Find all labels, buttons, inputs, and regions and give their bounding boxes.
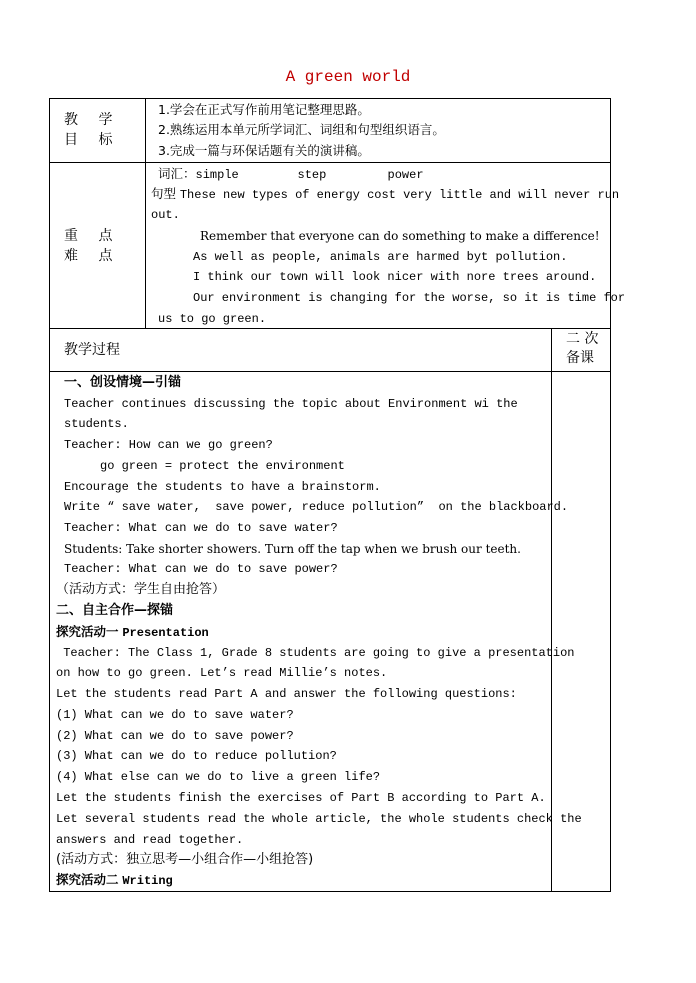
- process-header: 教学过程: [64, 342, 120, 358]
- vocab-word: power: [387, 168, 424, 182]
- section2-line: (2) What can we do to save power?: [56, 729, 294, 743]
- table-divider: [551, 328, 552, 891]
- section2-line: Let the students finish the exercises of Part B according to Part A.: [56, 791, 546, 805]
- side-notes-header: 二 次 备课: [566, 331, 599, 366]
- section2-line: (1) What can we do to save water?: [56, 708, 294, 722]
- section2-line: Let the students read Part A and answer the following questions:: [56, 687, 517, 701]
- pattern-line: out.: [151, 208, 180, 222]
- section2-activity: (活动方式：独立思考—小组合作—小组抢答): [56, 852, 314, 867]
- section1-line: Encourage the students to have a brainstorm.: [64, 480, 381, 494]
- key-sentence: I think our town will look nicer with nore trees around.: [193, 270, 597, 284]
- section1-line: Teacher continues discussing the topic about Environment wi the: [64, 397, 518, 411]
- goal-item: 1.学会在正式写作前用笔记整理思路。: [158, 102, 370, 117]
- vocab-label: 词汇：: [158, 166, 196, 181]
- pattern-line: 句型 These new types of energy cost very little and will never run: [151, 186, 620, 202]
- vocab-word: simple: [195, 168, 239, 182]
- section2-line: Teacher: The Class 1, Grade 8 students are going to give a presentation: [56, 646, 575, 660]
- section2-line: (3) What can we do to reduce pollution?: [56, 749, 337, 763]
- section2-line: on how to go green. Let’s read Millie’s notes.: [56, 666, 388, 680]
- table-divider: [49, 162, 610, 163]
- section1-line: go green = protect the environment: [64, 459, 345, 473]
- activity2-title: 探究活动二 Writing: [56, 872, 173, 888]
- section1-line: Teacher: What can we do to save power?: [64, 562, 338, 576]
- goal-item: 3.完成一篇与环保话题有关的演讲稿。: [158, 143, 370, 158]
- section1-line: Students: Take shorter showers. Turn off the tap when we brush our teeth.: [64, 542, 521, 556]
- key-sentence: us to go green.: [158, 312, 267, 326]
- section1-line: Teacher: What can we do to save water?: [64, 521, 338, 535]
- section2-heading: 二、自主合作—探锚: [56, 603, 174, 618]
- activity1-title: 探究活动一 Presentation: [56, 624, 209, 640]
- vocab-line: [158, 164, 424, 185]
- key-points-label: 重 点 难 点: [64, 228, 121, 264]
- goals-label: 教 学 目 标: [64, 112, 121, 148]
- goal-item: 2.熟练运用本单元所学词汇、词组和句型组织语言。: [158, 122, 445, 137]
- section1-line: Teacher: How can we go green?: [64, 438, 273, 452]
- section2-line: (4) What else can we do to live a green life?: [56, 770, 381, 784]
- section1-activity: （活动方式：学生自由抢答）: [56, 582, 226, 597]
- key-sentence: Our environment is changing for the worse, so it is time for: [193, 291, 626, 305]
- section2-line: answers and read together.: [56, 833, 244, 847]
- section2-line: Let several students read the whole article, the whole students check the: [56, 812, 582, 826]
- section1-line: students.: [64, 417, 129, 431]
- key-sentence: Remember that everyone can do something to make a difference!: [200, 229, 600, 243]
- pattern-label: 句型: [151, 186, 177, 201]
- vocab-word: step: [297, 168, 327, 182]
- section1-heading: 一、创设情境—引锚: [64, 375, 182, 390]
- table-divider: [145, 98, 146, 329]
- section1-line: Write “ save water, save power, reduce pollution” on the blackboard.: [64, 500, 569, 514]
- key-sentence: As well as people, animals are harmed byt pollution.: [193, 250, 568, 264]
- page-title: A green world: [285, 68, 411, 86]
- table-divider: [49, 328, 610, 329]
- table-divider: [49, 371, 610, 372]
